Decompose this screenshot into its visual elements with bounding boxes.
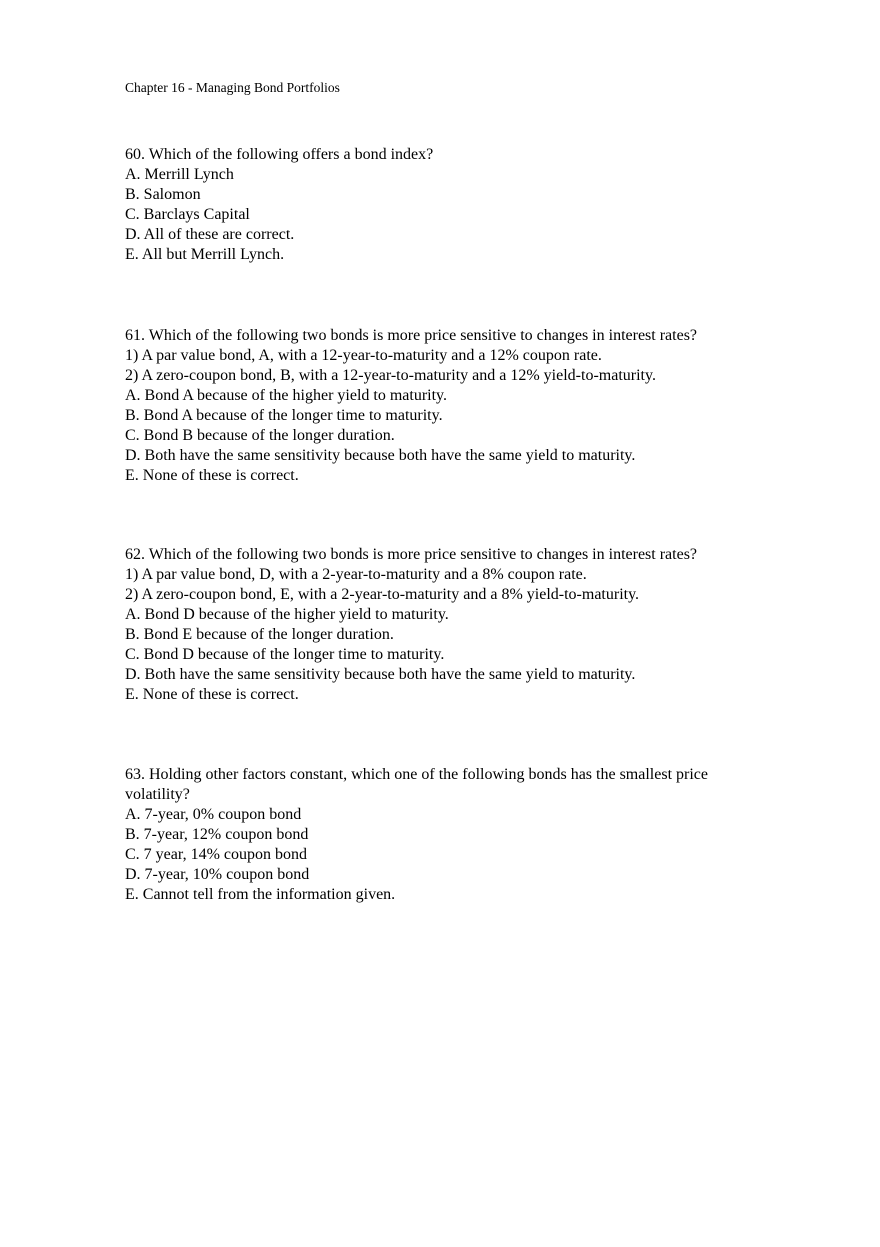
answer-option-e: E. None of these is correct. (125, 467, 299, 484)
answer-option-a: A. Bond D because of the higher yield to maturity. (125, 606, 449, 623)
bond-statement-2: 2) A zero-coupon bond, B, with a 12-year-to-maturity and a 12% yield-to-maturity. (125, 367, 656, 384)
answer-option-a: A. 7-year, 0% coupon bond (125, 806, 302, 823)
question-stem: 62. Which of the following two bonds is more price sensitive to changes in interest rates? (125, 546, 698, 563)
bond-statement-1: 1) A par value bond, D, with a 2-year-to-maturity and a 8% coupon rate. (125, 566, 587, 583)
bond-statement-1: 1) A par value bond, A, with a 12-year-to-maturity and a 12% coupon rate. (125, 347, 602, 364)
answer-option-c: C. 7 year, 14% coupon bond (125, 846, 307, 863)
answer-option-d: D. All of these are correct. (125, 226, 295, 243)
answer-option-d: D. 7-year, 10% coupon bond (125, 866, 310, 883)
answer-option-e: E. Cannot tell from the information given. (125, 886, 396, 903)
answer-option-b: B. Salomon (125, 186, 201, 203)
bond-statement-2: 2) A zero-coupon bond, E, with a 2-year-to-maturity and a 8% yield-to-maturity. (125, 586, 640, 603)
answer-option-c: C. Bond B because of the longer duration. (125, 427, 395, 444)
answer-option-c: C. Barclays Capital (125, 206, 250, 223)
question-61 (125, 326, 775, 486)
answer-option-e: E. All but Merrill Lynch. (125, 246, 285, 263)
answer-option-a: A. Bond A because of the higher yield to maturity. (125, 387, 448, 404)
answer-option-b: B. Bond E because of the longer duration. (125, 626, 394, 643)
question-stem: 60. Which of the following offers a bond index? (125, 146, 434, 163)
question-stem: 61. Which of the following two bonds is more price sensitive to changes in interest rates? (125, 327, 698, 344)
chapter-header: Chapter 16 - Managing Bond Portfolios (125, 80, 340, 95)
question-63 (125, 765, 775, 905)
answer-option-a: A. Merrill Lynch (125, 166, 234, 183)
answer-option-c: C. Bond D because of the longer time to maturity. (125, 646, 445, 663)
answer-option-d: D. Both have the same sensitivity because both have the same yield to maturity. (125, 447, 636, 464)
answer-option-b: B. Bond A because of the longer time to maturity. (125, 407, 443, 424)
answer-option-d: D. Both have the same sensitivity because both have the same yield to maturity. (125, 666, 636, 683)
answer-option-b: B. 7-year, 12% coupon bond (125, 826, 309, 843)
question-62 (125, 545, 775, 705)
question-stem: 63. Holding other factors constant, which one of the following bonds has the smallest price volatility? (125, 766, 708, 803)
answer-option-e: E. None of these is correct. (125, 686, 299, 703)
question-60 (125, 145, 775, 265)
